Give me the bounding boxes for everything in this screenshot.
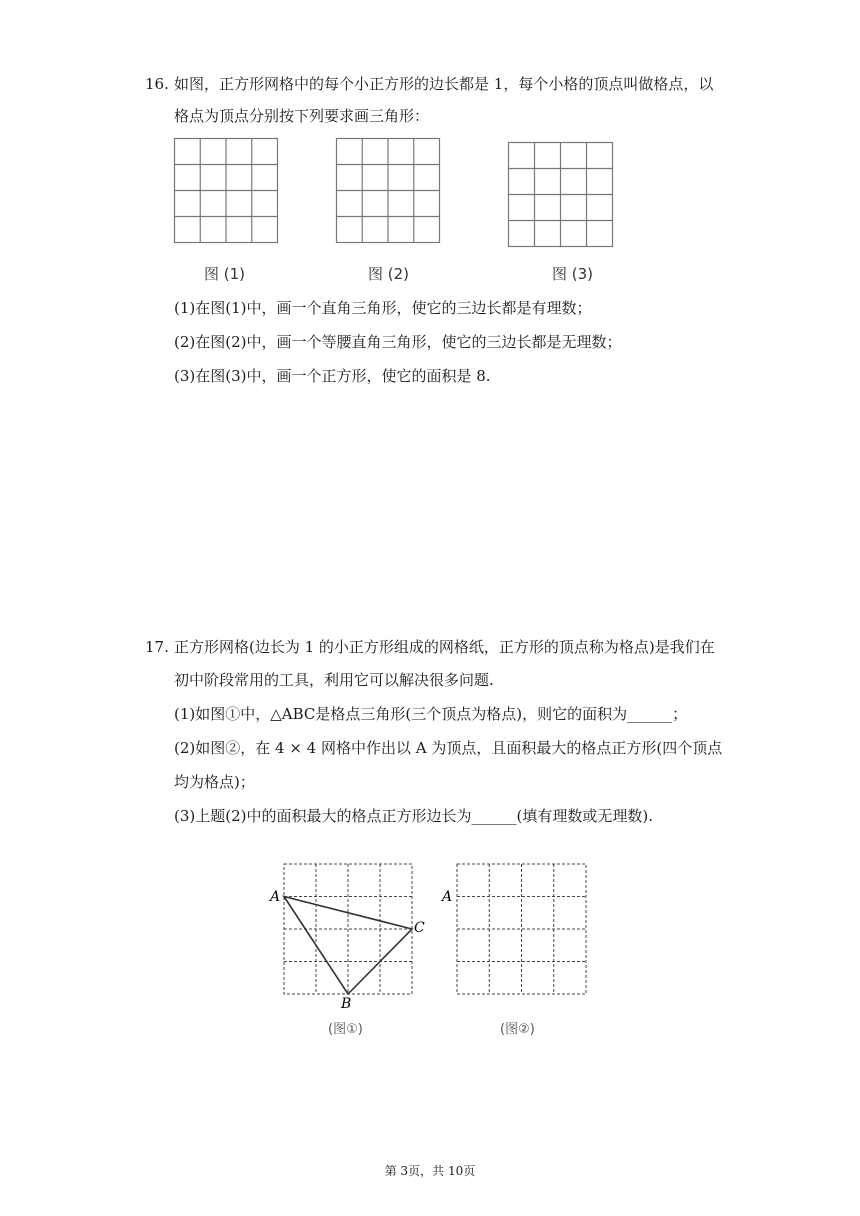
q17-stem-line1: 正方形网格(边长为 1 的小正方形组成的网格纸，正方形的顶点称为格点)是我们在 xyxy=(174,638,715,656)
point-a-label: A xyxy=(270,889,281,905)
q16-grid-2 xyxy=(337,139,440,243)
q16-figure-label-2: 图 (2) xyxy=(368,265,410,283)
q17-stem-line2: 初中阶段常用的工具，利用它可以解决很多问题. xyxy=(174,671,494,689)
q17-figure-label-2: (图②) xyxy=(500,1022,535,1037)
point-a-label-fig2: A xyxy=(442,889,453,905)
point-b-label: B xyxy=(341,996,352,1012)
q17-grid-2 xyxy=(457,864,586,994)
q16-grid-3 xyxy=(509,143,613,247)
q16-figure-label-3: 图 (3) xyxy=(552,265,594,283)
point-c-label: C xyxy=(414,920,425,936)
q16-number: 16. xyxy=(145,75,169,93)
q16-part-1: (1)在图(1)中，画一个直角三角形，使它的三边长都是有理数； xyxy=(174,299,592,317)
q17-part-3: (3)上题(2)中的面积最大的格点正方形边长为______(填有理数或无理数). xyxy=(174,807,653,825)
q16-grid-1 xyxy=(175,139,278,243)
q17-part-2: (2)如图②，在 4 × 4 网格中作出以 A 为顶点，且面积最大的格点正方形(四个顶点 xyxy=(174,739,723,757)
q17-figure-label-1: (图①) xyxy=(328,1022,363,1037)
q16-stem-line1: 如图，正方形网格中的每个小正方形的边长都是 1，每个小格的顶点叫做格点，以 xyxy=(174,75,714,93)
q17-part-1: (1)如图①中，△ABC是格点三角形(三个顶点为格点)，则它的面积为______； xyxy=(174,705,688,723)
q17-grid-1 xyxy=(284,864,412,994)
q16-stem-line2: 格点为顶点分别按下列要求画三角形： xyxy=(174,107,430,125)
q16-part-3: (3)在图(3)中，画一个正方形，使它的面积是 8. xyxy=(174,367,491,385)
q17-grid-figures xyxy=(0,840,860,1020)
q16-figure-label-1: 图 (1) xyxy=(204,265,246,283)
q16-grid-figures xyxy=(0,0,860,300)
q16-part-2: (2)在图(2)中，画一个等腰直角三角形，使它的三边长都是无理数； xyxy=(174,333,622,351)
q17-number: 17. xyxy=(145,638,169,656)
q17-part-2-continued: 均为格点)； xyxy=(174,773,255,791)
page-footer: 第 3页，共 10页 xyxy=(384,1164,476,1178)
